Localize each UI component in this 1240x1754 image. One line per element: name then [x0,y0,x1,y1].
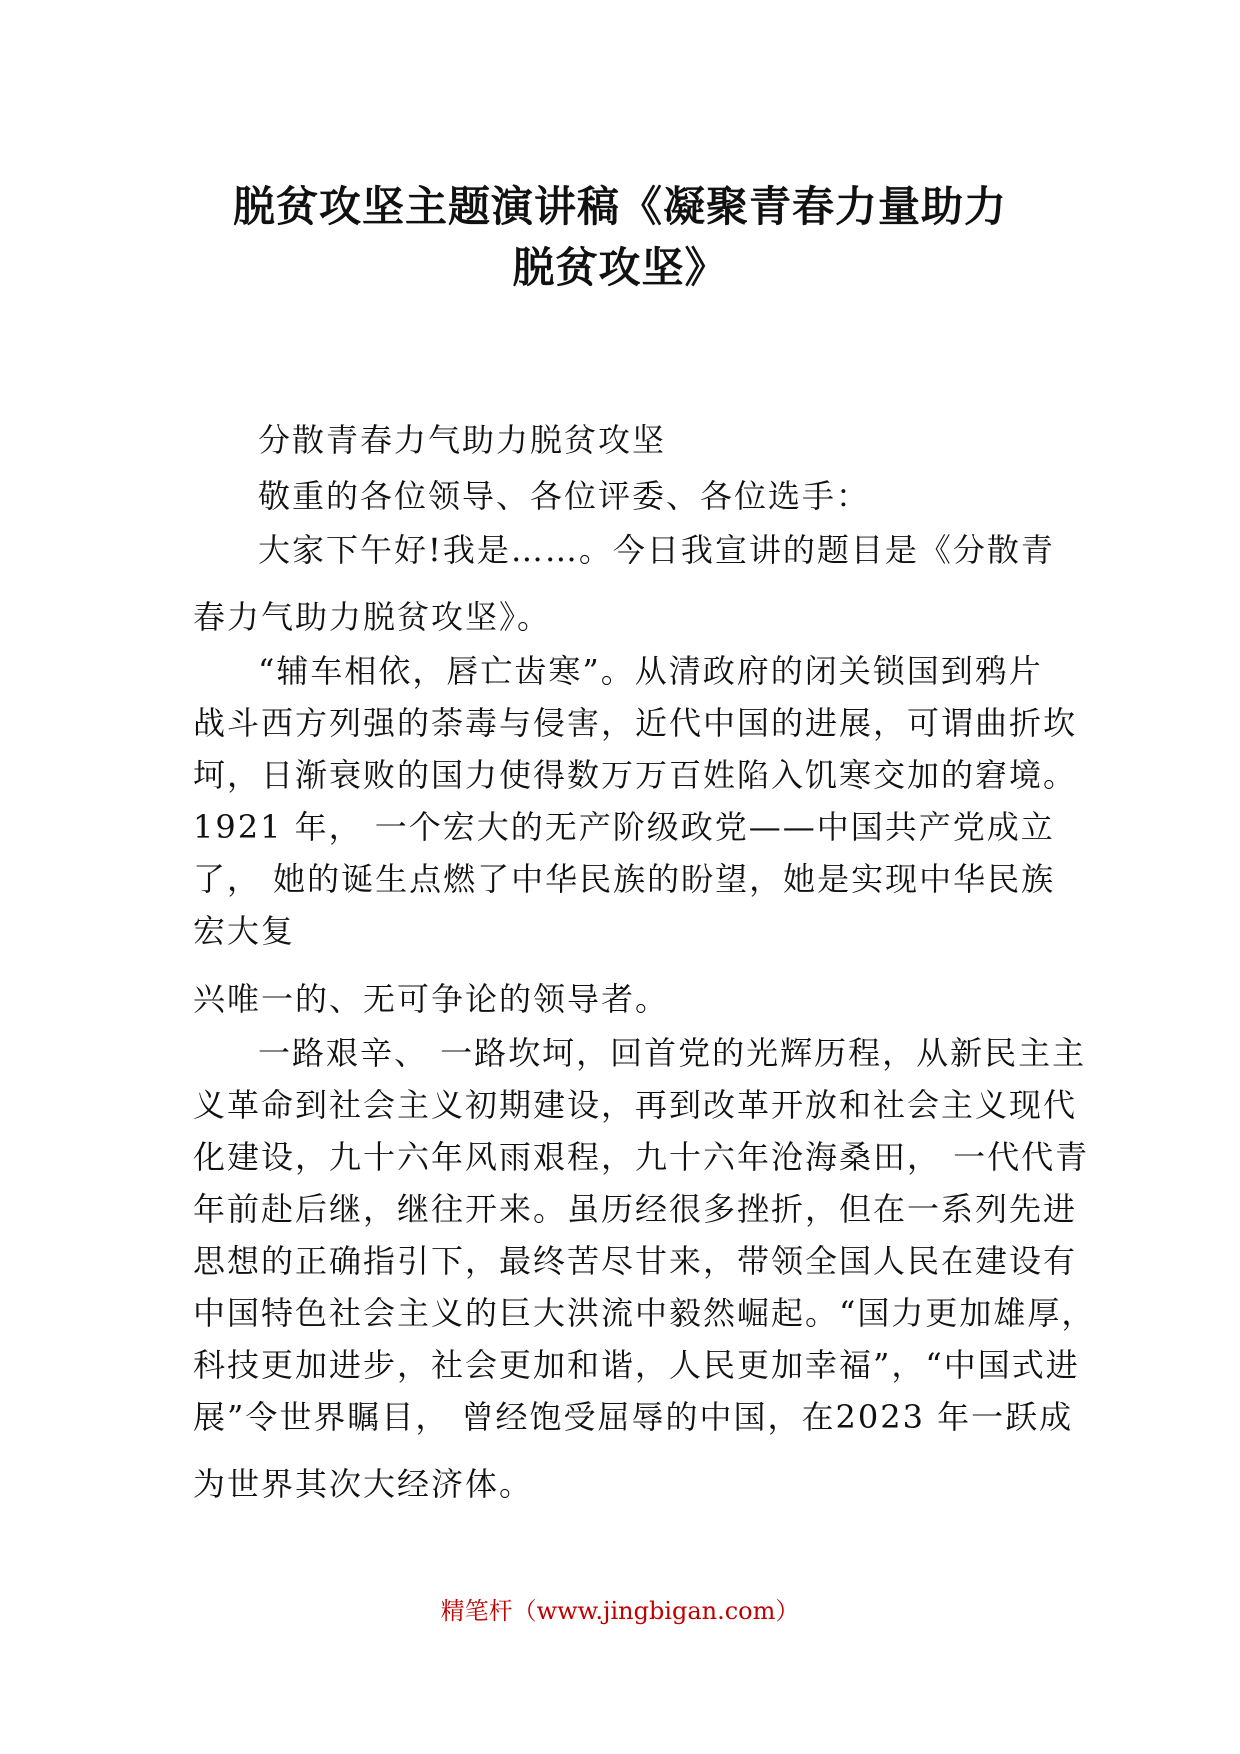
body-line: 1921 年， 一个宏大的无产阶级政党——中国共产党成立 [193,808,1055,846]
subtitle-line: 分散青春力气助力脱贫攻坚 [258,421,667,459]
body-line: “辅车相依，唇亡齿寒”。从清政府的闭关锁国到鸦片 [258,652,1043,690]
body-line: 了， 她的诞生点燃了中华民族的盼望，她是实现中华民族 [193,860,1056,898]
body-line: 战斗西方列强的荼毒与侵害，近代中国的进展，可谓曲折坎 [193,704,1078,742]
body-line: 大家下午好!我是……。今日我宣讲的题目是《分散青 [258,531,1055,569]
body-line: 展”令世界瞩目， 曾经饱受屈辱的中国，在2023 年一跃成 [193,1398,1074,1436]
footer-watermark-link[interactable]: 精笔杆（www.jingbigan.com） [440,1597,800,1625]
body-line: 中国特色社会主义的巨大洪流中毅然崛起。“国力更加雄厚， [193,1294,1096,1332]
body-line: 一路艰辛、 一路坎坷，回首党的光辉历程，从新民主主 [258,1034,1087,1072]
body-line: 宏大复 [193,912,296,950]
body-line: 为世界其次大经济体。 [193,1465,534,1503]
body-line: 义革命到社会主义初期建设，再到改革开放和社会主义现代 [193,1086,1078,1124]
body-line: 年前赴后继，继往开来。虽历经很多挫折，但在一系列先进 [193,1190,1078,1228]
greeting-line: 敬重的各位领导、各位评委、各位选手： [258,477,871,515]
body-line: 科技更加进步，社会更加和谐，人民更加幸福”，“中国式进 [193,1346,1080,1384]
body-line: 思想的正确指引下，最终苦尽甘来，带领全国人民在建设有 [193,1242,1078,1280]
body-line: 春力气助力脱贫攻坚》。 [193,598,552,636]
body-line: 坷，日渐衰败的国力使得数万万百姓陷入饥寒交加的窘境。 [193,756,1078,794]
document-title-line-1: 脱贫攻坚主题演讲稿《凝聚青春力量助力 [232,182,1007,231]
body-line: 兴唯一的、无可争论的领导者。 [193,980,670,1018]
body-line: 化建设，九十六年风雨艰程，九十六年沧海桑田， 一代代青 [193,1138,1090,1176]
document-title-line-2: 脱贫攻坚》 [512,243,728,292]
